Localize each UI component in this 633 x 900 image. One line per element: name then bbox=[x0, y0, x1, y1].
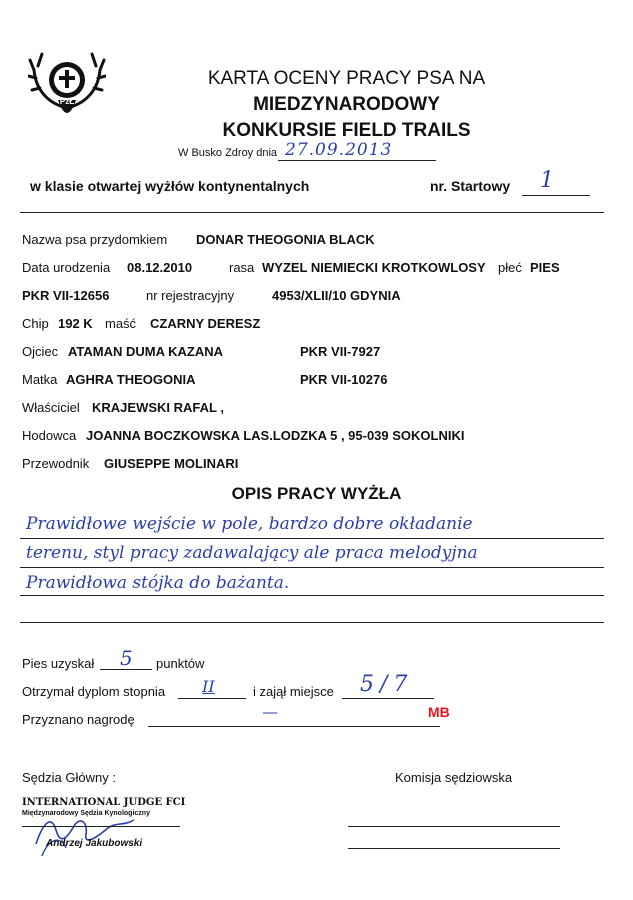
owner-value: KRAJEWSKI RAFAL , bbox=[92, 400, 224, 415]
committee-signature-line-1 bbox=[348, 826, 560, 827]
description-line-2: terenu, styl pracy zadawalający ale praca melodyjna bbox=[26, 543, 478, 563]
birth-value: 08.12.2010 bbox=[127, 260, 193, 275]
place-label: W Busko Zdroy dnia bbox=[178, 147, 278, 159]
breeder-label: Hodowca bbox=[22, 428, 77, 443]
description-rule-2 bbox=[20, 567, 604, 568]
date-value: 27.09.2013 bbox=[285, 140, 393, 160]
start-number-value: 1 bbox=[540, 168, 554, 193]
father-pkr: PKR VII-7927 bbox=[300, 344, 381, 359]
award-label: Przyznano nagrodę bbox=[22, 712, 135, 727]
award-mb-mark: MB bbox=[428, 704, 450, 720]
description-heading: OPIS PRACY WYŻŁA bbox=[231, 484, 402, 503]
breed-value: WYZEL NIEMIECKI KROTKOWLOSY bbox=[262, 260, 486, 275]
title-line-1: KARTA OCENY PRACY PSA NA bbox=[207, 68, 486, 89]
pkr-value: PKR VII-12656 bbox=[22, 288, 110, 303]
father-label: Ojciec bbox=[22, 344, 59, 359]
judge-name: Andrzej Jakubowski bbox=[46, 838, 143, 849]
points-value: 5 bbox=[120, 646, 133, 670]
mother-label: Matka bbox=[22, 372, 58, 387]
place-rank-value: 5/7 bbox=[360, 672, 414, 697]
coat-label: maść bbox=[105, 316, 137, 331]
chief-judge-label: Sędzia Główny : bbox=[22, 770, 116, 785]
reg-value: 4953/XLII/10 GDYNIA bbox=[272, 288, 401, 303]
reg-label: nr rejestracyjny bbox=[146, 288, 235, 303]
dog-name-label: Nazwa psa przydomkiem bbox=[22, 232, 168, 247]
date-underline bbox=[278, 160, 436, 161]
diploma-underline bbox=[178, 698, 246, 699]
birth-label: Data urodzenia bbox=[22, 260, 111, 275]
place-rank-label: i zajął miejsce bbox=[253, 684, 334, 699]
start-number-label: nr. Startowy bbox=[430, 178, 511, 194]
sex-value: PIES bbox=[530, 260, 560, 275]
points-underline bbox=[100, 669, 152, 670]
description-rule-3 bbox=[20, 595, 604, 596]
header-divider bbox=[20, 212, 604, 213]
diploma-value: II bbox=[202, 677, 215, 696]
description-rule-4 bbox=[20, 622, 604, 623]
description-rule-1 bbox=[20, 538, 604, 539]
chief-judge-signature-line bbox=[22, 826, 180, 827]
judge-stamp-line-2: Międzynarodowy Sędzia Kynologiczny bbox=[22, 810, 150, 817]
father-value: ATAMAN DUMA KAZANA bbox=[68, 344, 224, 359]
award-underline bbox=[148, 726, 440, 727]
description-line-1: Prawidłowe wejście w pole, bardzo dobre okładanie bbox=[26, 514, 473, 534]
chip-value: 192 K bbox=[58, 316, 93, 331]
handler-label: Przewodnik bbox=[22, 456, 90, 471]
breed-label: rasa bbox=[229, 260, 255, 275]
owner-label: Właściciel bbox=[22, 400, 80, 415]
mother-pkr: PKR VII-10276 bbox=[300, 372, 388, 387]
class-label: w klasie otwartej wyżłów kontynentalnych bbox=[30, 178, 310, 194]
description-line-3: Prawidłowa stójka do bażanta. bbox=[26, 573, 290, 593]
committee-label: Komisja sędziowska bbox=[395, 770, 513, 785]
title-line-2: MIEDZYNARODOWY bbox=[253, 94, 440, 115]
award-dash: — bbox=[262, 702, 278, 721]
committee-signature-line-2 bbox=[348, 848, 560, 849]
breeder-value: JOANNA BOCZKOWSKA LAS.LODZKA 5 , 95-039 SOKOLNIKI bbox=[86, 428, 465, 443]
place-rank-underline bbox=[342, 698, 434, 699]
diploma-label: Otrzymał dyplom stopnia bbox=[22, 684, 166, 699]
logo-text: PzŁ bbox=[59, 97, 75, 106]
handler-value: GIUSEPPE MOLINARI bbox=[104, 456, 239, 471]
start-number-underline bbox=[522, 195, 590, 196]
title-line-3: KONKURSIE FIELD TRAILS bbox=[222, 120, 471, 141]
judge-stamp-line-1: INTERNATIONAL JUDGE FCI bbox=[22, 797, 186, 808]
points-label: Pies uzyskał bbox=[22, 656, 95, 671]
coat-value: CZARNY DERESZ bbox=[150, 316, 261, 331]
dog-name-value: DONAR THEOGONIA BLACK bbox=[196, 232, 375, 247]
mother-value: AGHRA THEOGONIA bbox=[66, 372, 196, 387]
points-unit: punktów bbox=[156, 656, 205, 671]
sex-label: płeć bbox=[498, 260, 522, 275]
chip-label: Chip bbox=[22, 316, 49, 331]
